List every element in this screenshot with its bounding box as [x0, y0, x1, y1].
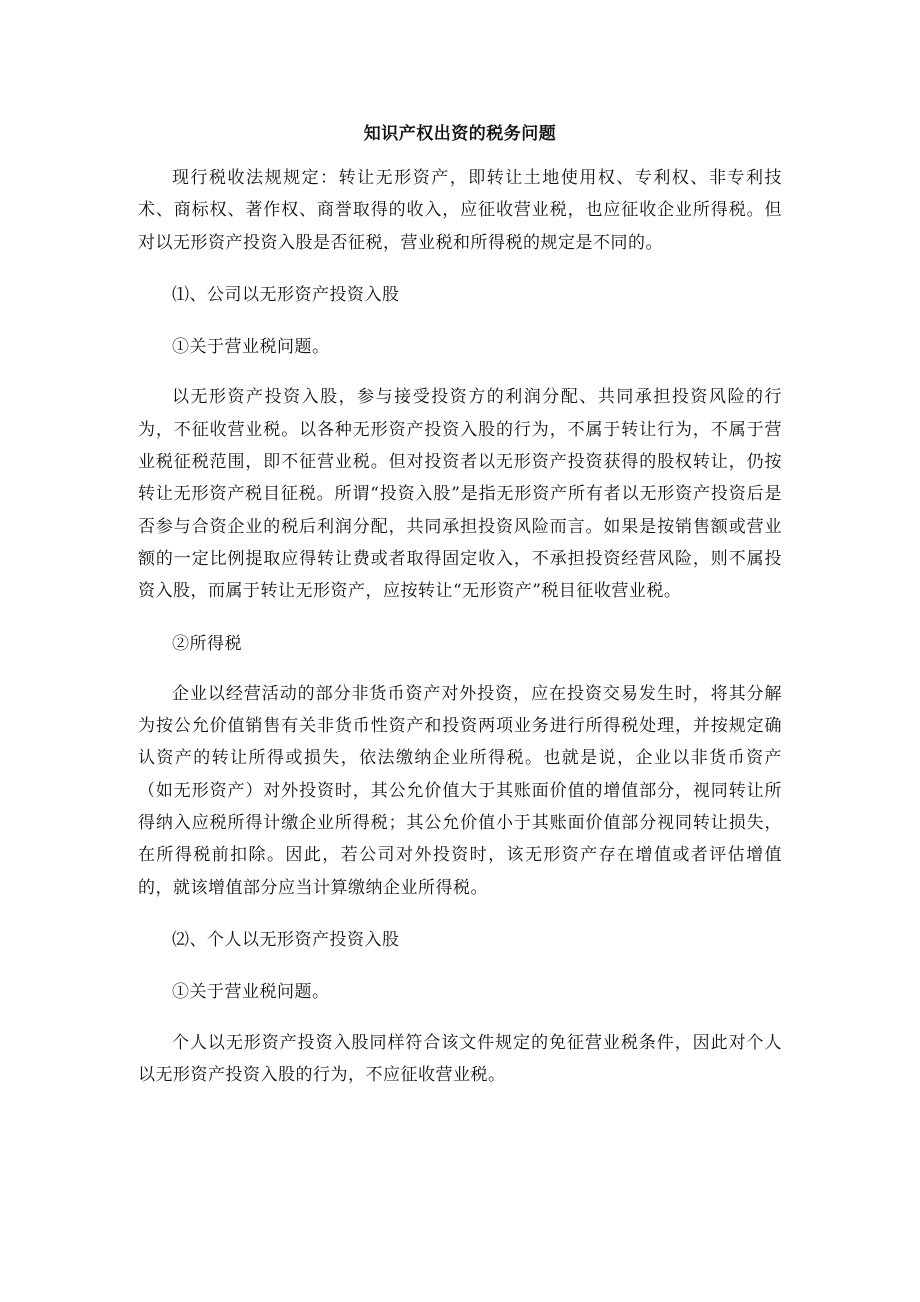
subheading-business-tax-individual: ①关于营业税问题。 [172, 982, 330, 1003]
document-title: 知识产权出资的税务问题 [363, 124, 557, 144]
paragraph-business-tax-company: 以无形资产投资入股，参与接受投资方的利润分配、共同承担投资风险的行为，不征收营业税。以各种无形资产投资入股的行为，不属于转让行为，不属于营业税征税范围，即不征营业税。但对投资者以无形资产投资获得的股权转让，仍按转让无形资产税目征税。所谓“投资入股”是指无形资产所有者以无形资产投资后是否参与合资企业的税后利润分配，共同承担投资风险而言。如果是按销售额或营业额的一定比例提取应得转让费或者取得固定收入，不承担投资经营风险，则不属投资入股，而属于转让无形资产，应按转让“无形资产”税目征收营业税。 [138, 387, 782, 602]
paragraph-income-tax: 企业以经营活动的部分非货币资产对外投资，应在投资交易发生时，将其分解为按公允价值销售有关非货币性资产和投资两项业务进行所得税处理，并按规定确认资产的转让所得或损失，依法缴纳企业所得税。也就是说，企业以非货币资产（如无形资产）对外投资时，其公允价值大于其账面价值的增值部分，视同转让所得纳入应税所得计缴企业所得税；其公允价值小于其账面价值部分视同转让损失，在所得税前扣除。因此，若公司对外投资时，该无形资产存在增值或者评估增值的，就该增值部分应当计算缴纳企业所得税。 [138, 683, 782, 898]
section-heading-individual: ⑵、个人以无形资产投资入股 [172, 929, 400, 950]
document-page [138, 110, 782, 1091]
subheading-income-tax: ②所得税 [172, 633, 242, 654]
paragraph-intro: 现行税收法规规定：转让无形资产，即转让土地使用权、专利权、非专利技术、商标权、著作权、商誉取得的收入，应征收营业税，也应征收企业所得税。但对以无形资产投资入股是否征税，营业税和所得税的规定是不同的。 [138, 168, 782, 253]
paragraph-business-tax-individual: 个人以无形资产投资入股同样符合该文件规定的免征营业税条件，因此对个人以无形资产投资入股的行为，不应征收营业税。 [138, 1032, 782, 1085]
subheading-business-tax-company: ①关于营业税问题。 [172, 337, 330, 358]
section-heading-company: ⑴、公司以无形资产投资入股 [172, 284, 400, 305]
